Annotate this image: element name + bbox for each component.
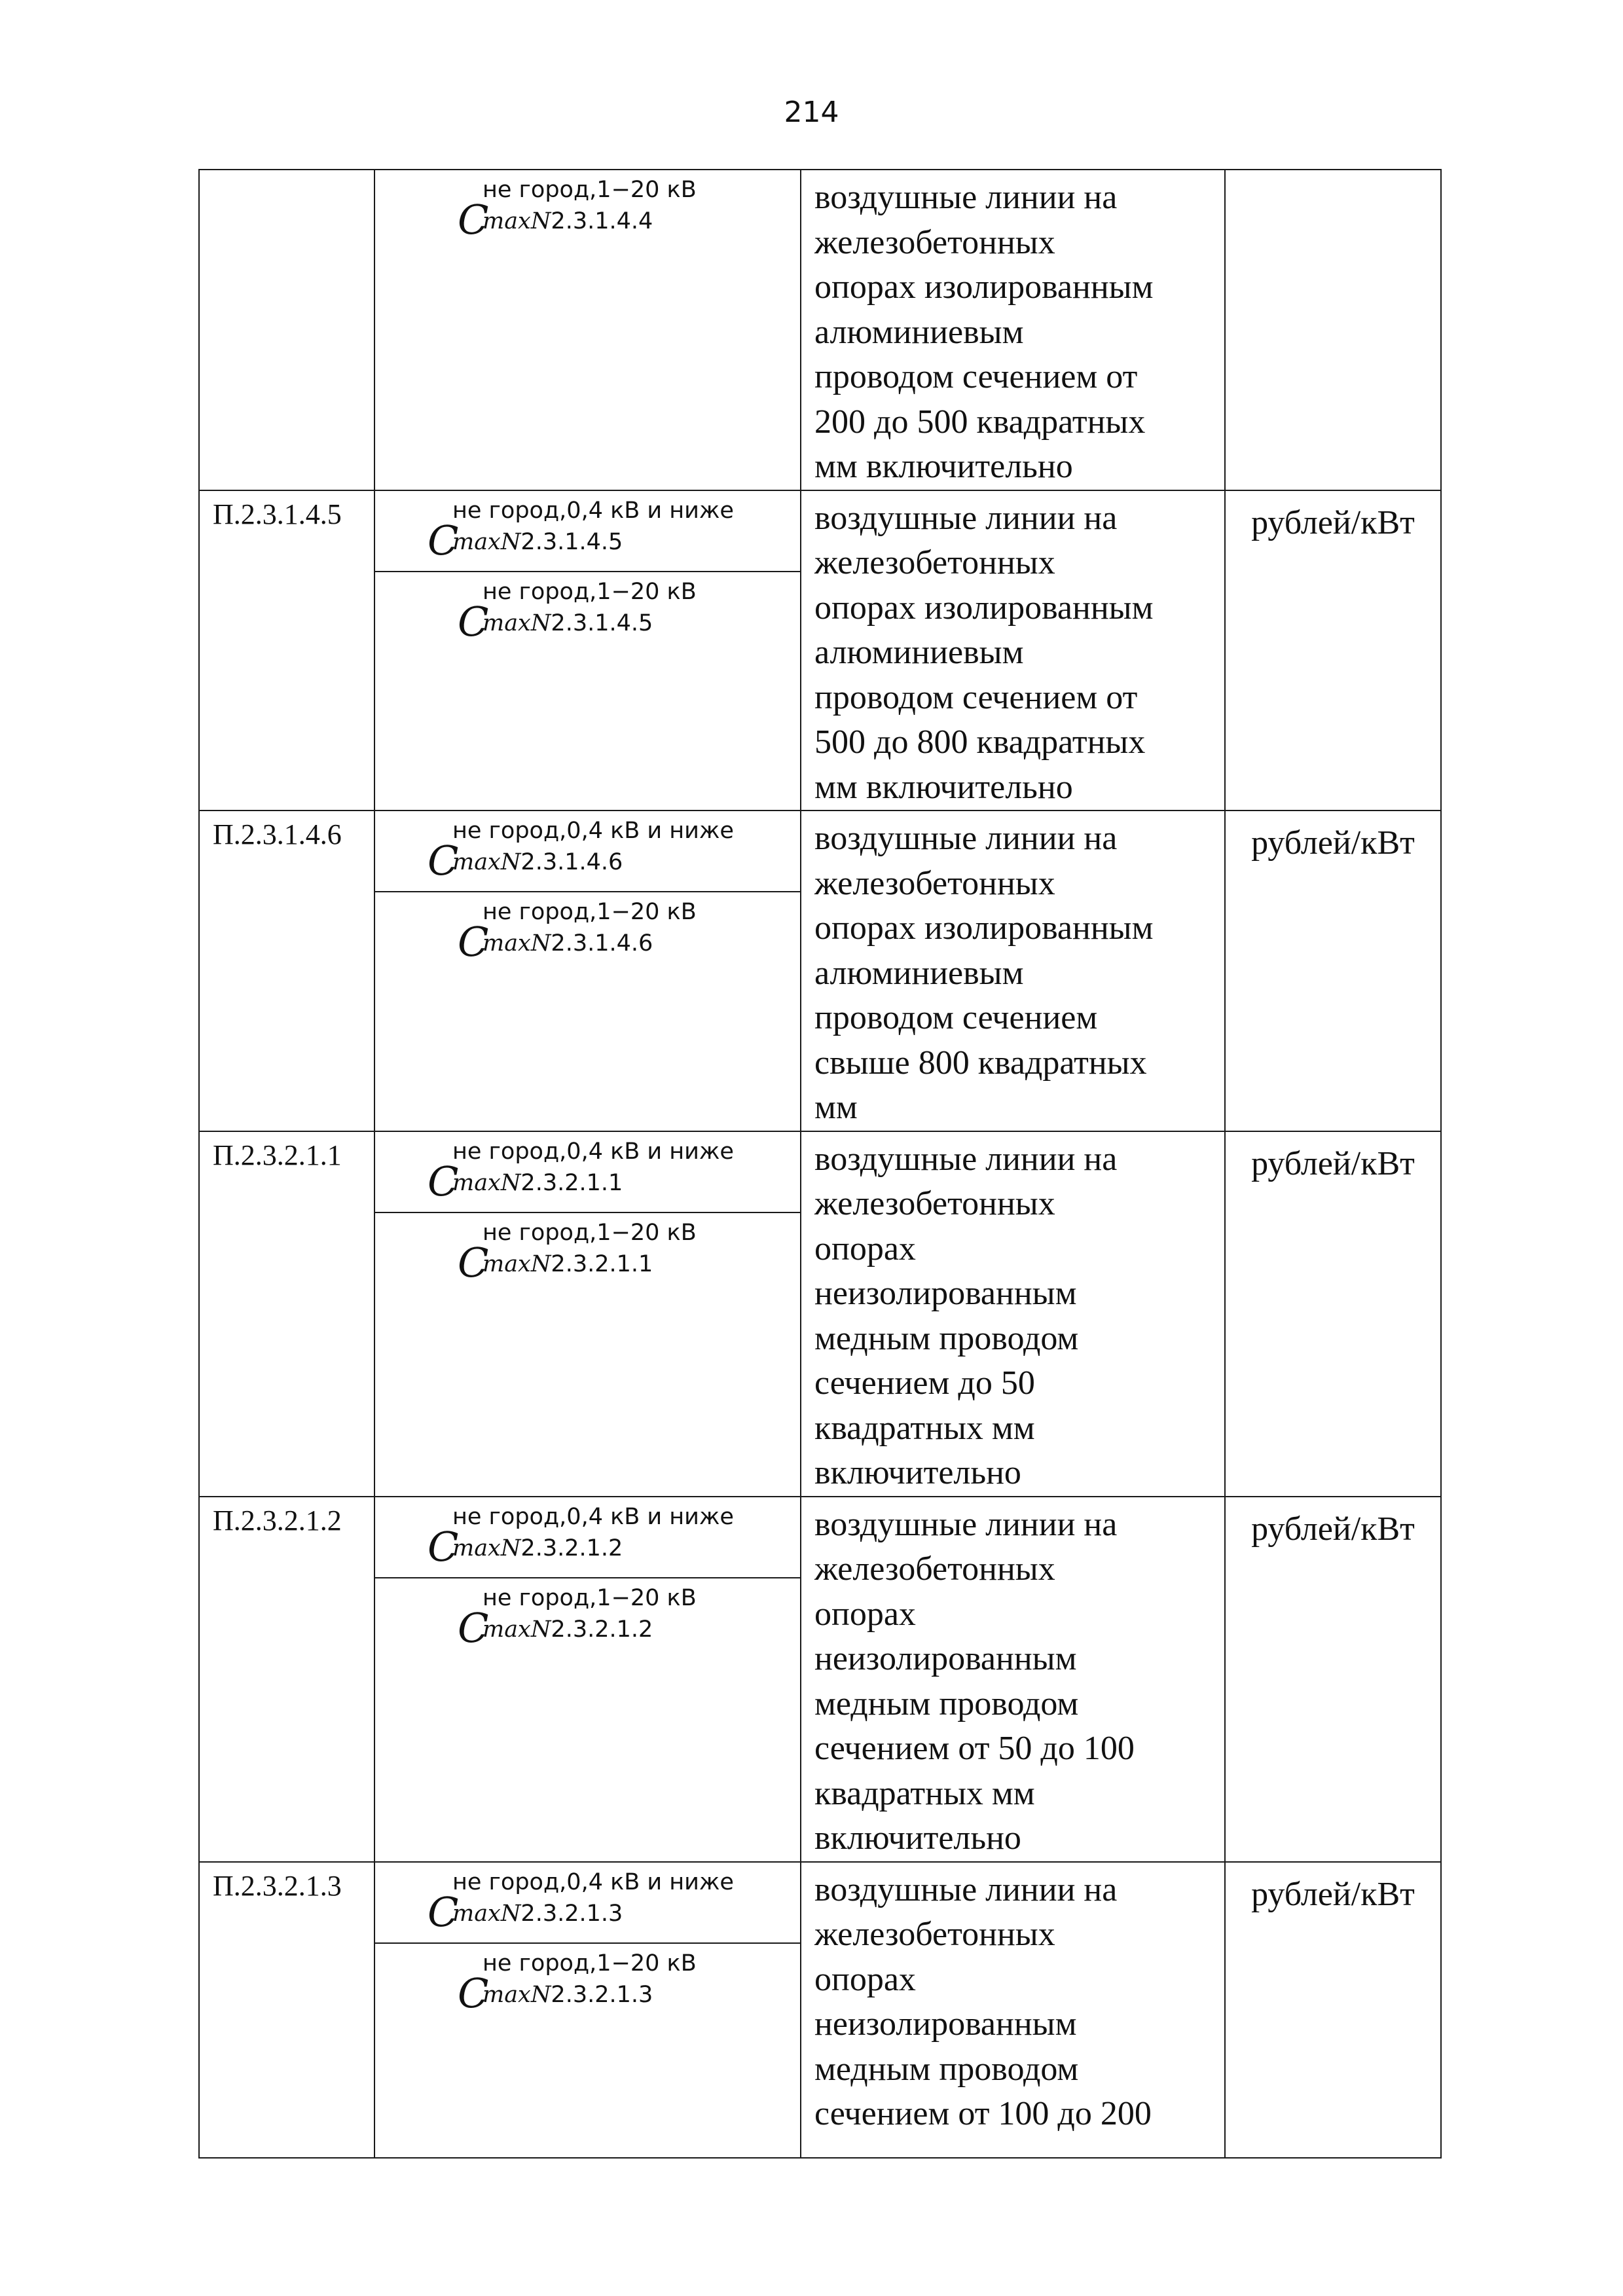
formula-subscript-code: 2.3.2.1.3 [551, 1981, 653, 2008]
description-line: неизолированным [814, 1640, 1077, 1677]
row-code-cell [199, 490, 374, 811]
row-code: П.2.3.2.1.1 [213, 1139, 342, 1171]
description-line: железобетонных [814, 223, 1055, 261]
formula-subscript-code: 2.3.1.4.5 [520, 528, 623, 555]
formula-subscript-prefix: maxN [452, 528, 521, 555]
formula-subscript-code: 2.3.2.1.2 [520, 1535, 623, 1561]
formula-superscript: не город,0,4 кВ и ниже [452, 1503, 734, 1530]
description-cell [801, 811, 1225, 1131]
description-line: проводом сечением от [814, 678, 1138, 716]
formula-subscript-code: 2.3.2.1.2 [551, 1616, 653, 1643]
description-line: неизолированным [814, 2005, 1077, 2043]
formula-superscript: не город,0,4 кВ и ниже [452, 1868, 734, 1895]
unit-cell [1225, 1862, 1441, 2158]
table-body [199, 170, 1441, 2158]
description-line: алюминиевым [814, 313, 1024, 351]
description-cell [801, 1131, 1225, 1497]
formula-subscript [483, 1616, 653, 1643]
unit-label: рублей/кВт [1251, 1144, 1415, 1182]
formula-superscript: не город,1−20 кВ [483, 177, 697, 203]
formula-superscript: не город,1−20 кВ [483, 578, 697, 605]
description-line: проводом сечением [814, 999, 1098, 1036]
formula-subscript [483, 208, 653, 234]
description-line: сечением от 50 до 100 [814, 1730, 1135, 1767]
formula-subscript-code: 2.3.2.1.3 [520, 1900, 623, 1927]
description-line: воздушные линии на [814, 1140, 1118, 1178]
formula-subscript-code: 2.3.1.4.4 [551, 208, 653, 234]
formula-subscript [452, 1535, 623, 1561]
description-line: неизолированным [814, 1275, 1077, 1312]
row-code: П.2.3.1.4.6 [213, 818, 342, 850]
formula-superscript: не город,0,4 кВ и ниже [452, 818, 734, 844]
unit-cell [1225, 1131, 1441, 1497]
description-line: квадратных мм [814, 1409, 1035, 1447]
formula-symbol: C [458, 918, 489, 966]
formula-mid-voltage [375, 572, 800, 652]
description-line: опорах изолированным [814, 909, 1154, 947]
unit-label: рублей/кВт [1251, 503, 1415, 541]
description-line: включительно [814, 1454, 1021, 1491]
formula-symbol: C [458, 1603, 489, 1652]
description-line: включительно [814, 1819, 1021, 1857]
row-code: П.2.3.1.4.5 [213, 498, 342, 530]
formula-subscript-prefix: maxN [452, 849, 521, 875]
description-line: воздушные линии на [814, 499, 1118, 537]
description-line: 200 до 500 квадратных [814, 403, 1146, 441]
table-row [199, 170, 1441, 490]
description-line: железобетонных [814, 544, 1055, 581]
unit-label: рублей/кВт [1251, 1875, 1415, 1913]
description-line: сечением от 100 до 200 [814, 2095, 1152, 2132]
description-line: воздушные линии на [814, 820, 1118, 857]
description-line: воздушные линии на [814, 1870, 1118, 1908]
formula-symbol: C [458, 1238, 489, 1286]
formula-subscript-prefix: maxN [483, 930, 551, 957]
description-cell [801, 1862, 1225, 2158]
formula-subscript [483, 930, 653, 957]
description-line: алюминиевым [814, 954, 1024, 992]
formula-mid-voltage [375, 1213, 800, 1293]
description-line: опорах изолированным [814, 589, 1154, 627]
formula-symbol: C [428, 1887, 459, 1936]
formula-cell [374, 490, 801, 811]
table-row [199, 1497, 1441, 1862]
description-line: мм включительно [814, 768, 1073, 806]
formula-subscript-prefix: maxN [483, 610, 551, 636]
formula-subscript-prefix: maxN [483, 1616, 551, 1643]
unit-cell [1225, 1497, 1441, 1862]
formula-cell [374, 1131, 801, 1497]
description-line: алюминиевым [814, 634, 1024, 671]
tariff-table [198, 169, 1442, 2159]
formula-mid-voltage [375, 892, 800, 972]
description-line: опорах [814, 1595, 916, 1633]
formula-subscript [452, 1901, 623, 1927]
formula-subscript [452, 529, 623, 555]
unit-label: рублей/кВт [1251, 824, 1415, 862]
description-line: медным проводом [814, 1685, 1079, 1722]
unit-cell [1225, 170, 1441, 490]
formula-mid-voltage [375, 1944, 800, 2024]
description-line: железобетонных [814, 1550, 1055, 1588]
formula-symbol: C [458, 1969, 489, 2017]
formula-symbol: C [428, 1157, 459, 1205]
formula-subscript-prefix: maxN [452, 1169, 521, 1196]
table-row [199, 1131, 1441, 1497]
formula-cell [374, 1862, 801, 2158]
description-line: медным проводом [814, 2050, 1079, 2088]
formula-cell [374, 1497, 801, 1862]
description-line: железобетонных [814, 864, 1055, 902]
formula-superscript: не город,1−20 кВ [483, 899, 697, 925]
formula-symbol: C [428, 516, 459, 564]
formula-subscript [483, 1251, 653, 1277]
formula-superscript: не город,1−20 кВ [483, 1219, 697, 1246]
formula-subscript-prefix: maxN [452, 1900, 521, 1927]
formula-subscript-code: 2.3.1.4.6 [551, 930, 653, 957]
row-code-cell [199, 811, 374, 1131]
formula-low-voltage [375, 491, 800, 572]
formula-low-voltage [375, 1497, 800, 1578]
description-cell [801, 1497, 1225, 1862]
row-code-cell [199, 170, 374, 490]
row-code-cell [199, 1862, 374, 2158]
formula-subscript-code: 2.3.1.4.6 [520, 849, 623, 875]
description-line: воздушные линии на [814, 1505, 1118, 1543]
formula-subscript-code: 2.3.2.1.1 [520, 1169, 623, 1196]
unit-cell [1225, 490, 1441, 811]
formula-superscript: не город,0,4 кВ и ниже [452, 1138, 734, 1165]
formula-subscript [483, 1982, 653, 2008]
formula-subscript-prefix: maxN [452, 1535, 521, 1561]
table-row [199, 490, 1441, 811]
formula-low-voltage [375, 1863, 800, 1944]
formula-symbol: C [428, 837, 459, 884]
formula-symbol: C [428, 1522, 459, 1571]
description-line: 500 до 800 квадратных [814, 723, 1146, 761]
description-line: свыше 800 квадратных [814, 1044, 1147, 1082]
formula-superscript: не город,1−20 кВ [483, 1950, 697, 1977]
formula-subscript [452, 1170, 623, 1196]
unit-label: рублей/кВт [1251, 1510, 1415, 1548]
description-line: сечением до 50 [814, 1364, 1035, 1402]
row-code-cell [199, 1497, 374, 1862]
formula-subscript-prefix: maxN [483, 208, 551, 234]
description-line: мм включительно [814, 448, 1073, 485]
description-line: опорах [814, 1960, 916, 1998]
formula-low-voltage [375, 811, 800, 892]
formula-symbol: C [458, 196, 489, 244]
description-line: опорах [814, 1230, 916, 1267]
description-cell [801, 170, 1225, 490]
row-code-cell [199, 1131, 374, 1497]
formula-superscript: не город,0,4 кВ и ниже [452, 497, 734, 524]
formula-subscript [452, 849, 623, 875]
description-line: медным проводом [814, 1319, 1079, 1357]
table-row [199, 811, 1441, 1131]
description-cell [801, 490, 1225, 811]
formula-cell [374, 170, 801, 490]
formula-symbol: C [458, 597, 489, 646]
formula-low-voltage [375, 1132, 800, 1213]
unit-cell [1225, 811, 1441, 1131]
description-line: мм [814, 1089, 858, 1126]
description-line: воздушные линии на [814, 179, 1118, 216]
formula-cell [374, 811, 801, 1131]
formula-subscript [483, 610, 653, 636]
page-number: 214 [784, 96, 839, 129]
description-line: железобетонных [814, 1916, 1055, 1953]
description-line: проводом сечением от [814, 358, 1138, 395]
table-row [199, 1862, 1441, 2158]
description-line: опорах изолированным [814, 268, 1154, 306]
formula-subscript-code: 2.3.1.4.5 [551, 610, 653, 636]
row-code: П.2.3.2.1.3 [213, 1869, 342, 1902]
row-code: П.2.3.2.1.2 [213, 1504, 342, 1537]
formula-subscript-code: 2.3.2.1.1 [551, 1250, 653, 1277]
formula-mid-voltage [375, 1578, 800, 1658]
formula-superscript: не город,1−20 кВ [483, 1584, 697, 1611]
formula-subscript-prefix: maxN [483, 1250, 551, 1277]
description-line: железобетонных [814, 1185, 1055, 1222]
formula-subscript-prefix: maxN [483, 1981, 551, 2008]
formula-mid-voltage [375, 170, 800, 250]
description-line: квадратных мм [814, 1774, 1035, 1812]
